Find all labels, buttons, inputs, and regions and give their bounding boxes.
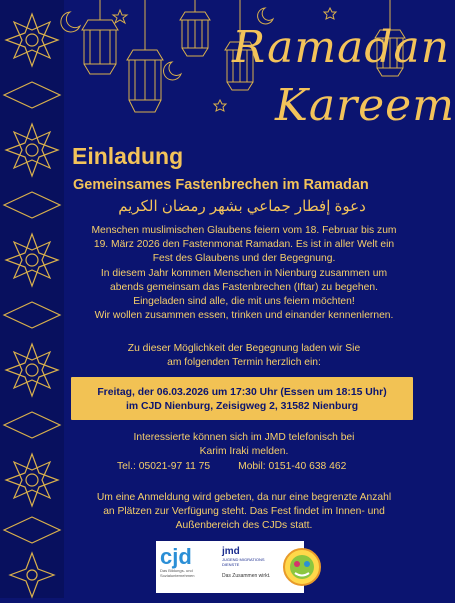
arabic-subheading: دعوة إفطار جماعي بشهر رمضان الكريم bbox=[118, 198, 366, 215]
title-line-1: Ramadan bbox=[232, 22, 451, 73]
intro-paragraph bbox=[70, 224, 418, 323]
mobile-number: Mobil: 0151-40 638 462 bbox=[238, 461, 347, 472]
event-details-box bbox=[71, 377, 413, 420]
phone-row bbox=[117, 461, 346, 472]
intro-line: Wir wollen zusammen essen, trinken und einander kennenlernen. bbox=[94, 310, 394, 322]
cjd-logo: cjd Das Bildungs- und Sozialunternehmen bbox=[160, 544, 195, 578]
invitation-heading: Einladung bbox=[72, 143, 184, 169]
notice-line: an Plätzen zur Verfügung steht. Das Fest findet im Innen- und bbox=[103, 506, 385, 518]
jmd-logo: jmd JUGEND MIGRATIONS DIENSTE Das Zusammen wirkt. bbox=[222, 546, 271, 579]
intro-line: In diesem Jahr kommen Menschen in Nienburg zusammen um bbox=[100, 267, 388, 279]
intro-line: abends gemeinsam das Fastenbrechen (Iftar) zu begehen. bbox=[110, 281, 378, 293]
event-date-line: Freitag, der 06.03.2026 um 17:30 Uhr (Essen um 18:15 Uhr) bbox=[97, 387, 387, 398]
invite-paragraph bbox=[70, 342, 418, 370]
invite-line: am folgenden Termin herzlich ein: bbox=[167, 357, 321, 369]
intro-line: Menschen muslimischen Glaubens feiern vom 18. Februar bis zum bbox=[91, 225, 397, 236]
event-location-line: im CJD Nienburg, Zeisigweg 2, 31582 Nienburg bbox=[125, 401, 359, 412]
intro-line: Fest des Glaubens und der Begegnung. bbox=[152, 253, 336, 265]
notice-line: Außenbereich des CJDs statt. bbox=[175, 520, 313, 532]
notice-line: Um eine Anmeldung wird gebeten, da nur eine begrenzte Anzahl bbox=[96, 492, 392, 503]
title-line-2: Kareem bbox=[275, 80, 455, 131]
intro-line: Eingeladen sind alle, die mit uns feiern möchten! bbox=[133, 296, 355, 308]
contact-paragraph bbox=[70, 431, 418, 459]
sponsor-logo-bar bbox=[156, 541, 304, 593]
contact-line: Interessierte können sich im JMD telefonisch bei bbox=[133, 432, 355, 443]
phone-number: Tel.: 05021-97 11 75 bbox=[117, 461, 211, 472]
intro-line: 19. März 2026 den Fastenmonat Ramadan. Es ist in aller Welt ein bbox=[93, 239, 395, 251]
invite-line: Zu dieser Möglichkeit der Begegnung laden wir Sie bbox=[127, 343, 361, 354]
event-subheading: Gemeinsames Fastenbrechen im Ramadan bbox=[73, 177, 369, 193]
registration-notice bbox=[70, 491, 418, 534]
partner-round-logo-icon bbox=[282, 547, 322, 587]
contact-line: Karim Iraki melden. bbox=[199, 446, 289, 458]
